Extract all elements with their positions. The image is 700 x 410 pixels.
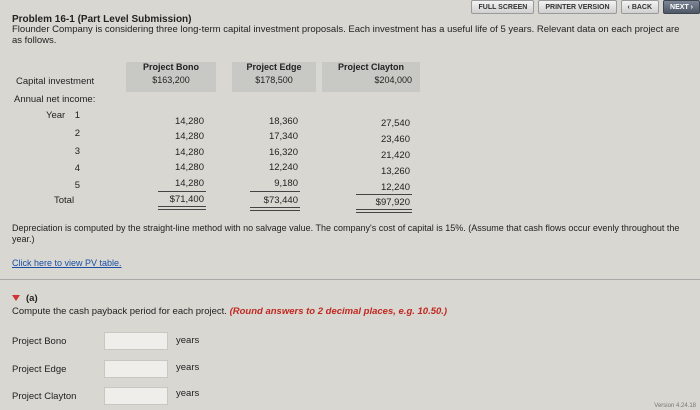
depreciation-note: Depreciation is computed by the straight-line method with no salvage value. The company's cost of capital is 15%. (Assume that cash flows occur evenly throughout the year.): [12, 223, 680, 244]
unit-label: years: [176, 335, 200, 346]
table-cell: 23,460: [380, 134, 410, 145]
table-cell: 14,280: [174, 147, 204, 158]
subtotal-line: [158, 191, 206, 192]
part-a-heading[interactable]: [12, 293, 38, 304]
total-label: Total: [54, 195, 75, 206]
table-cell: 13,260: [380, 166, 410, 177]
project-name: Project Edge: [246, 62, 302, 72]
problem-title: Problem 16-1 (Part Level Submission): [12, 14, 192, 25]
table-cell: 14,280: [174, 131, 204, 142]
unit-label: years: [176, 388, 200, 399]
next-button[interactable]: NEXT ›: [663, 0, 700, 14]
project-name: Project Clayton: [337, 62, 404, 72]
clayton-payback-input[interactable]: [104, 387, 168, 405]
year-number: 4: [74, 163, 80, 174]
table-cell: 14,280: [174, 116, 204, 127]
collapse-triangle-icon[interactable]: [12, 295, 20, 301]
project-header-clayton: [322, 62, 420, 92]
capital-investment-label: Capital investment: [16, 76, 95, 87]
table-cell: 12,240: [268, 162, 298, 173]
capital-value: $178,500: [255, 75, 293, 85]
part-a-label: (a): [26, 293, 38, 304]
table-cell: 9,180: [274, 178, 298, 189]
subtotal-line: [250, 191, 300, 192]
total-cell: $71,400: [169, 194, 204, 205]
unit-label: years: [176, 362, 200, 373]
answer-label-bono: Project Bono: [12, 336, 67, 347]
part-a-instruction: [12, 306, 447, 317]
table-cell: 21,420: [380, 150, 410, 161]
bono-payback-input[interactable]: [104, 332, 168, 350]
edge-payback-input[interactable]: [104, 360, 168, 378]
year-number: 2: [74, 128, 80, 139]
total-double-underline: [158, 206, 206, 210]
total-double-underline: [250, 207, 300, 211]
printer-version-button[interactable]: PRINTER VERSION: [538, 0, 616, 14]
version-label: Version 4.24.18: [654, 403, 696, 409]
table-cell: 17,340: [268, 131, 298, 142]
total-cell: $73,440: [263, 195, 298, 206]
table-cell: 12,240: [380, 182, 410, 193]
section-divider: [0, 279, 700, 280]
year-number: 1: [74, 110, 80, 121]
year-label: Year: [46, 110, 66, 121]
pv-table-link[interactable]: Click here to view PV table.: [12, 258, 122, 268]
subtotal-line: [356, 194, 412, 195]
problem-intro: Flounder Company is considering three long-term capital investment proposals. Each investment has a useful life of 5 years. Relevant data on each project are as follows.: [12, 24, 680, 46]
fullscreen-button[interactable]: FULL SCREEN: [471, 0, 534, 14]
table-cell: 18,360: [268, 116, 298, 127]
annual-net-income-label: Annual net income:: [14, 94, 96, 105]
project-header-edge: [232, 62, 316, 92]
table-cell: 16,320: [268, 147, 298, 158]
project-header-bono: [126, 62, 216, 92]
instruction-text: Compute the cash payback period for each project.: [12, 306, 227, 317]
back-button[interactable]: ‹ BACK: [621, 0, 660, 14]
table-cell: 14,280: [174, 178, 204, 189]
answer-label-clayton: Project Clayton: [12, 391, 77, 402]
capital-value: $163,200: [152, 75, 190, 85]
top-nav: [471, 0, 700, 14]
total-double-underline: [356, 209, 412, 213]
rounding-note: (Round answers to 2 decimal places, e.g. 10.50.): [229, 306, 448, 317]
capital-value: $204,000: [374, 75, 412, 85]
year-number: 5: [74, 180, 80, 191]
table-cell: 14,280: [174, 162, 204, 173]
year-number: 3: [74, 146, 80, 157]
project-name: Project Bono: [142, 62, 199, 72]
total-cell: $97,920: [375, 197, 410, 208]
table-cell: 27,540: [380, 118, 410, 129]
answer-label-edge: Project Edge: [12, 364, 67, 375]
